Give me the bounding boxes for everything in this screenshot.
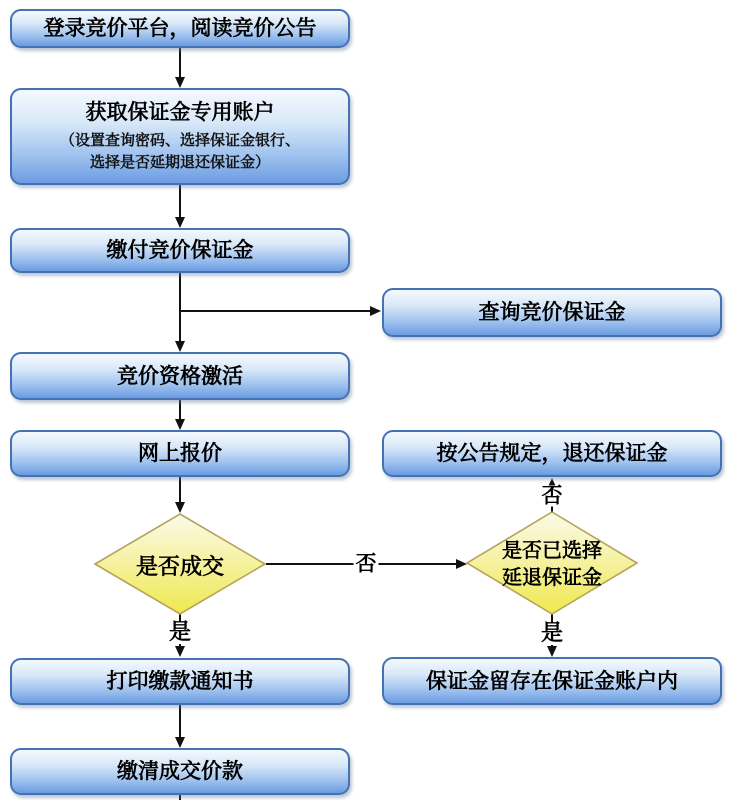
- node-defer-decision-line2: 延退保证金: [502, 565, 602, 589]
- node-deal-decision-label: 是否成交: [135, 555, 224, 580]
- edge-label-defer-yes: 是: [540, 621, 564, 646]
- edge-pay-deposit-activate: [175, 273, 185, 352]
- node-refund[interactable]: [382, 430, 722, 477]
- node-account-subtext-2: 选择是否延期退还保证金）: [89, 152, 270, 171]
- node-account-label: 获取保证金专用账户: [85, 99, 275, 124]
- node-login[interactable]: [10, 9, 350, 48]
- edge-activate-online-quote: [175, 400, 185, 430]
- node-online-quote[interactable]: [10, 430, 350, 477]
- node-print-notice[interactable]: [10, 658, 350, 705]
- node-print-notice-label: 打印缴款通知书: [106, 669, 254, 694]
- edge-account-pay-deposit: [175, 185, 185, 228]
- node-activate-label: 竞价资格激活: [117, 363, 243, 388]
- node-keep-deposit-label: 保证金留存在保证金账户内: [426, 668, 678, 693]
- node-account-subtext-1: （设置查询密码、选择保证金银行、: [59, 130, 300, 149]
- node-pay-price-label: 缴清成交价款: [117, 759, 243, 784]
- node-login-label: 登录竞价平台，阅读竞价公告: [43, 16, 317, 41]
- edge-label-deal-no: 否: [355, 551, 377, 576]
- node-online-quote-label: 网上报价: [138, 441, 222, 466]
- edge-label-defer-no: 否: [541, 483, 563, 508]
- node-query-deposit[interactable]: [382, 288, 722, 337]
- edge-pay-deposit-query-deposit: [181, 306, 381, 316]
- node-pay-deposit[interactable]: [10, 228, 350, 273]
- node-refund-label: 按公告规定，退还保证金: [436, 441, 668, 466]
- node-query-deposit-label: 查询竞价保证金: [478, 300, 626, 325]
- node-defer-decision-line1: 是否已选择: [502, 538, 602, 562]
- node-keep-deposit[interactable]: [382, 657, 722, 705]
- edge-login-account: [175, 48, 185, 88]
- edge-print-notice-pay-price: [175, 705, 185, 748]
- edge-label-deal-yes: 是: [168, 620, 192, 645]
- node-pay-deposit-label: 缴付竞价保证金: [106, 238, 254, 263]
- node-account[interactable]: [10, 88, 350, 185]
- node-defer-decision-label: [467, 537, 637, 591]
- edge-online-quote-deal-decision: [175, 477, 185, 513]
- node-activate[interactable]: [10, 352, 350, 400]
- node-pay-price[interactable]: [10, 748, 350, 795]
